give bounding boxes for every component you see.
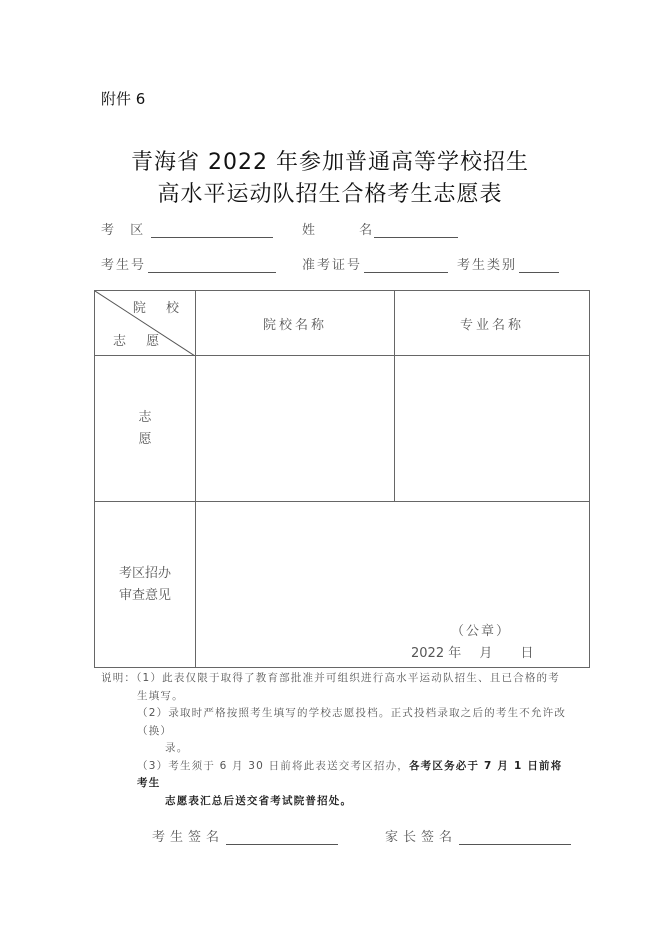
student-signature-input[interactable]: [226, 830, 338, 845]
name-label: 姓 名: [302, 223, 393, 238]
note-3-bold: 各考区务必于 7 月 1 日前将考生: [137, 759, 563, 789]
note-3a: （3）考生须于 6 月 30 日前将此表送交考区招办，: [137, 759, 409, 772]
date-year: 2022 年: [411, 646, 462, 661]
note-2c: 录。: [165, 742, 189, 754]
date-day: 日: [520, 646, 534, 661]
student-no-input[interactable]: [148, 258, 276, 273]
student-category-field: [457, 254, 559, 273]
table-row-review: [95, 502, 590, 668]
admission-ticket-field: [302, 254, 448, 273]
review-label-2: 审查意见: [118, 587, 171, 603]
corner-school-label: 院 校: [132, 301, 187, 316]
admission-ticket-label: 准考证号: [302, 258, 363, 273]
official-seal-label: （公章）: [451, 624, 512, 639]
review-label-1: 考区招办: [118, 565, 171, 581]
wish-label-2: 愿: [138, 431, 152, 447]
page-title-line1: 青海省 2022 年参加普通高等学校招生: [131, 150, 529, 175]
notes-section: [101, 670, 571, 810]
review-opinion-cell[interactable]: [196, 502, 590, 668]
student-no-label: 考生号: [101, 258, 147, 273]
attachment-label: 附件 6: [101, 90, 146, 108]
name-field: [302, 219, 458, 238]
date-month: 月: [479, 646, 493, 661]
student-category-input[interactable]: [519, 258, 559, 273]
table-row-wish: [95, 356, 590, 502]
parent-signature-label: 家长签名: [385, 830, 458, 845]
parent-signature-input[interactable]: [459, 830, 571, 845]
major-name-input-cell[interactable]: [395, 356, 590, 502]
review-row-label: [95, 502, 196, 668]
note-1a: （1）此表仅限于取得了教育部批准并可组织进行高水平运动队招生、且已合格的考: [136, 672, 560, 684]
student-category-label: 考生类别: [457, 258, 518, 273]
review-date: [411, 642, 548, 661]
wish-row-label: [95, 356, 196, 502]
table-header-row: [95, 291, 590, 356]
school-name-input-cell[interactable]: [196, 356, 395, 502]
parent-signature-field: [385, 826, 571, 845]
note-2a: （2）录取时严格按照考生填写的学校志愿投档。正式投档录取之后的考生不允许改: [137, 707, 567, 719]
notes-label: 说明：: [101, 672, 137, 684]
exam-area-label: 考 区: [101, 223, 150, 238]
exam-area-field: [101, 219, 273, 238]
name-input[interactable]: [374, 223, 458, 238]
corner-cell: [95, 291, 196, 356]
student-no-field: [101, 254, 276, 273]
page-title-line2: 高水平运动队招生合格考生志愿表: [157, 182, 503, 207]
note-1b: 生填写。: [137, 689, 184, 702]
admission-ticket-input[interactable]: [364, 258, 448, 273]
exam-area-input[interactable]: [151, 223, 273, 238]
student-signature-label: 考生签名: [152, 830, 225, 845]
col-school-header: 院校名称: [196, 291, 395, 356]
col-major-header: 专业名称: [395, 291, 590, 356]
note-2b: （换）: [137, 724, 173, 737]
student-signature-field: [152, 826, 338, 845]
corner-wish-label: 志 愿: [113, 334, 168, 349]
wish-table: [94, 290, 590, 668]
wish-label-1: 志: [138, 409, 152, 425]
note-3b: 志愿表汇总后送交省考试院普招处。: [165, 794, 353, 807]
